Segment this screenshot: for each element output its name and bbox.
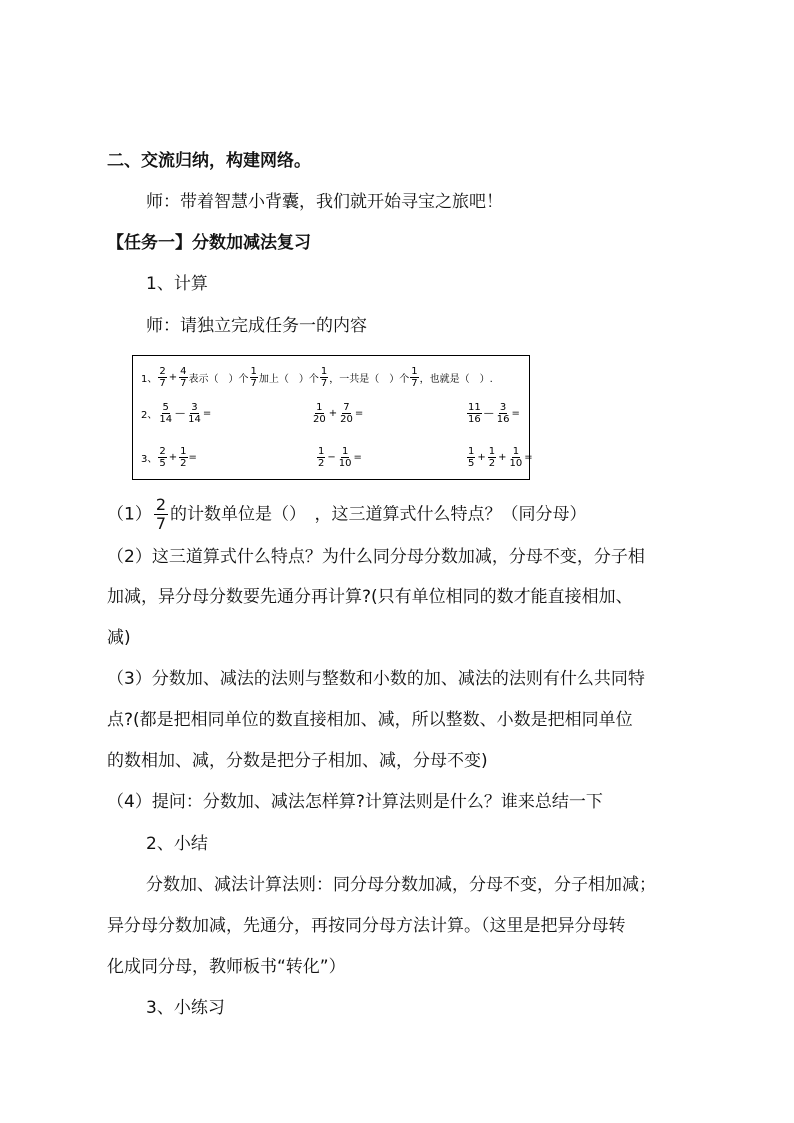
row1-text-3: ，一共是（ ）个 <box>329 373 410 385</box>
step1-instruction: 师：请独立完成任务一的内容 <box>146 316 367 336</box>
row1-prefix: 1、 <box>141 373 158 385</box>
row3-item-b: $\frac{1}{2}$ − $\frac{1}{10}$ = <box>318 445 362 469</box>
fraction: $\frac{1}{7}$ <box>411 365 418 389</box>
step1-heading: 1、计算 <box>146 274 208 294</box>
summary-line-3: 化成同分母，教师板书“转化”） <box>107 957 346 977</box>
row1-text-2: 加上（ ）个 <box>258 373 319 385</box>
exercise-row-1: 1、 $\frac{2}{7}$ + $\frac{4}{7}$ 表示（ ）个 $\frac{1}{7}$ 加上（ ）个 $\frac{1}{7}$ ，一共是（ ）个 $\frac{1}{7}$ ，也就是（ ）. <box>141 365 493 389</box>
question-3-line-1: （3）分数加、减法的法则与整数和小数的加、减法的法则有什么共同特 <box>107 669 645 689</box>
step3-heading: 3、小练习 <box>146 998 225 1018</box>
section-title: 二、交流归纳，构建网络。 <box>107 151 311 171</box>
row1-text-4: ，也就是（ ）. <box>419 373 493 385</box>
row3-item-a: 3、 $\frac{2}{5}$ + $\frac{1}{2}$ = <box>141 445 197 469</box>
summary-line-2: 异分母分数加减，先通分，再按同分母方法计算。（这里是把异分母转 <box>107 916 626 936</box>
task-title: 【任务一】分数加减法复习 <box>107 233 311 253</box>
row2-item-c: $\frac{11}{16}$ — $\frac{3}{16}$ = <box>468 401 520 425</box>
row3-item-c: $\frac{1}{5}$ + $\frac{1}{2}$ + $\frac{1}{10}$ = <box>468 445 533 469</box>
fraction: $\frac{2}{7}$ <box>155 495 167 533</box>
row2-item-a: 2、 $\frac{5}{14}$ — $\frac{3}{14}$ = <box>141 401 212 425</box>
row2-item-b: $\frac{1}{20}$ + $\frac{7}{20}$ = <box>313 401 364 425</box>
question-2-line-3: 减) <box>107 628 131 648</box>
question-1: （1） $\frac{2}{7}$ 的计数单位是（） ，这三道算式什么特点？（同分母） <box>107 495 587 533</box>
exercise-row-2 <box>141 398 521 428</box>
fraction: $\frac{2}{7}$ <box>159 365 166 389</box>
exercise-box <box>132 355 533 480</box>
exercise-row-3 <box>141 442 533 472</box>
question-2-line-2: 加减，异分母分数要先通分再计算?(只有单位相同的数才能直接相加、 <box>107 587 633 607</box>
question-3-line-3: 的数相加、减，分数是把分子相加、减，分母不变) <box>107 751 488 771</box>
row1-text-1: 表示（ ）个 <box>188 373 249 385</box>
teacher-intro: 师：带着智慧小背囊，我们就开始寻宝之旅吧！ <box>146 192 503 212</box>
question-4: （4）提问：分数加、减法怎样算?计算法则是什么？谁来总结一下 <box>107 792 603 812</box>
question-2-line-1: （2）这三道算式什么特点？为什么同分母分数加减，分母不变，分子相 <box>107 547 645 567</box>
fraction: $\frac{4}{7}$ <box>180 365 187 389</box>
summary-line-1: 分数加、减法计算法则：同分母分数加减，分母不变，分子相加减； <box>146 875 656 895</box>
question-3-line-2: 点?(都是把相同单位的数直接相加、减，所以整数、小数是把相同单位 <box>107 710 633 730</box>
fraction: $\frac{1}{7}$ <box>250 365 257 389</box>
fraction: $\frac{1}{7}$ <box>320 365 328 389</box>
step2-heading: 2、小结 <box>146 834 208 854</box>
